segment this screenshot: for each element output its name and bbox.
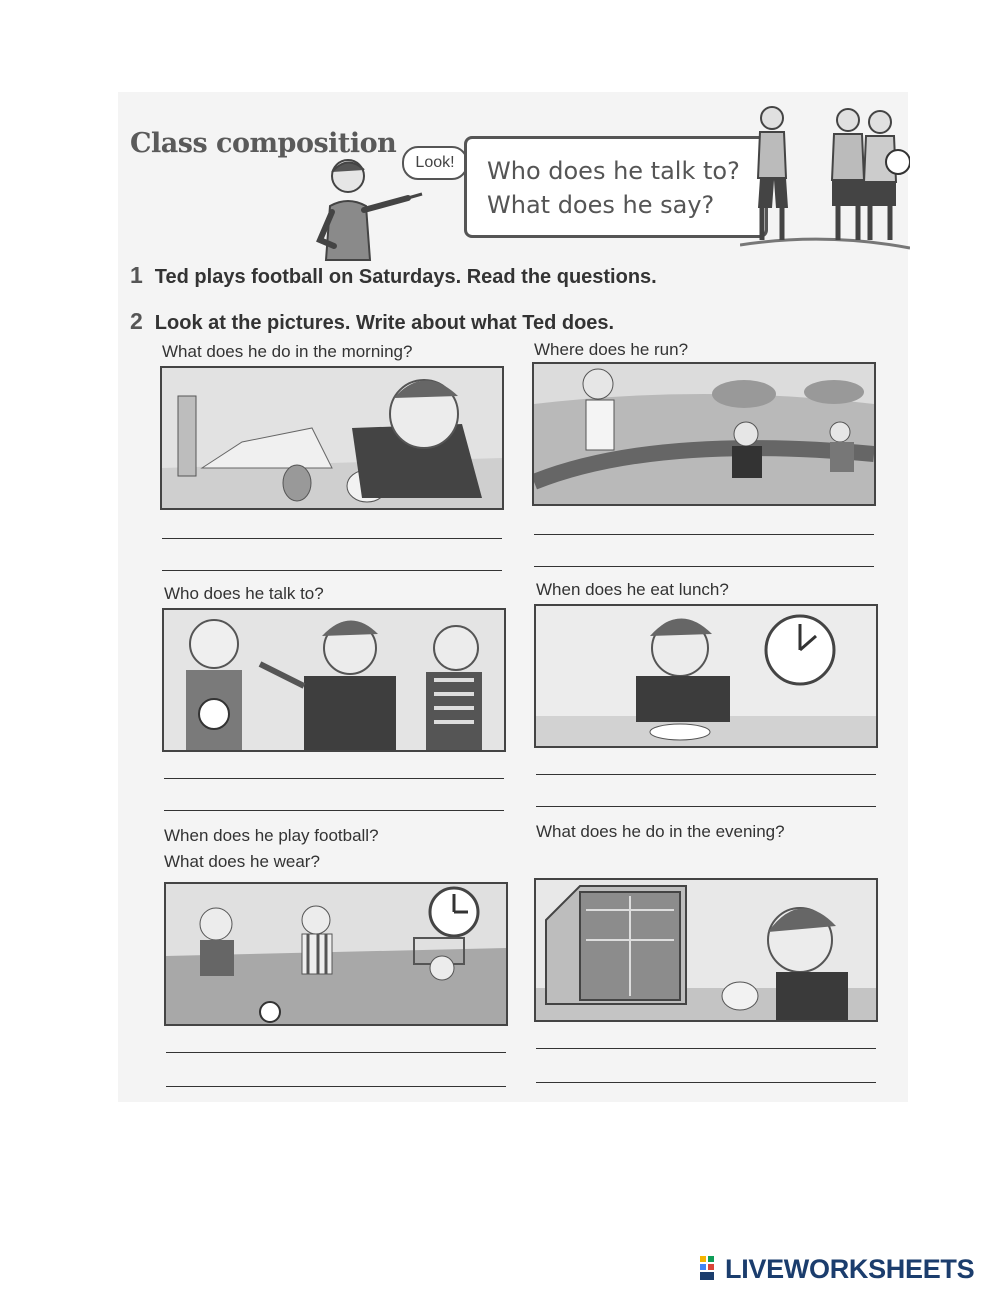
answer-line[interactable]: [162, 570, 502, 571]
picture-talk: [162, 608, 506, 752]
football-players-icon: [740, 100, 910, 258]
answer-line[interactable]: [162, 538, 502, 539]
tv-icon: [546, 886, 686, 1004]
instruction-number: 1: [130, 262, 143, 288]
answer-line[interactable]: [166, 1086, 506, 1087]
picture-morning: [160, 366, 504, 510]
clock-icon: [766, 616, 834, 684]
answer-line[interactable]: [536, 774, 876, 775]
picture-lunch: [534, 604, 878, 748]
instruction-1: [130, 262, 657, 289]
answer-line[interactable]: [166, 1052, 506, 1053]
question-label: What does he wear?: [164, 852, 320, 871]
answer-line[interactable]: [534, 566, 874, 567]
question-label: When does he eat lunch?: [536, 580, 729, 599]
picture-evening: [534, 878, 878, 1022]
question-label: Who does he talk to?: [164, 584, 324, 603]
answer-line[interactable]: [164, 778, 504, 779]
question-box-line: What does he say?: [487, 191, 715, 219]
instruction-text: Look at the pictures. Write about what Ted does.: [154, 312, 615, 334]
question-label: What does he do in the morning?: [162, 342, 413, 361]
picture-football: [164, 882, 508, 1026]
question-label: What does he do in the evening?: [536, 822, 785, 841]
answer-line[interactable]: [536, 806, 876, 807]
picture-run: [532, 362, 876, 506]
answer-line[interactable]: [164, 810, 504, 811]
instruction-number: 2: [130, 308, 143, 334]
question-box: [464, 136, 768, 238]
page-title: Class composition: [130, 128, 397, 159]
question-label: When does he play football?: [164, 826, 379, 845]
instruction-text: Ted plays football on Saturdays. Read the questions.: [154, 266, 657, 288]
question-label: Where does he run?: [534, 340, 689, 359]
instruction-2: [130, 308, 614, 335]
liveworksheets-logo: [700, 1252, 974, 1286]
answer-line[interactable]: [534, 534, 874, 535]
clock-icon: [430, 888, 478, 936]
logo-text: LIVEWORKSHEETS: [725, 1253, 975, 1284]
logo-icon: [700, 1256, 722, 1282]
answer-line[interactable]: [536, 1048, 876, 1049]
look-speech-bubble: Look!: [402, 146, 468, 180]
answer-line[interactable]: [536, 1082, 876, 1083]
question-box-line: Who does he talk to?: [487, 157, 740, 185]
